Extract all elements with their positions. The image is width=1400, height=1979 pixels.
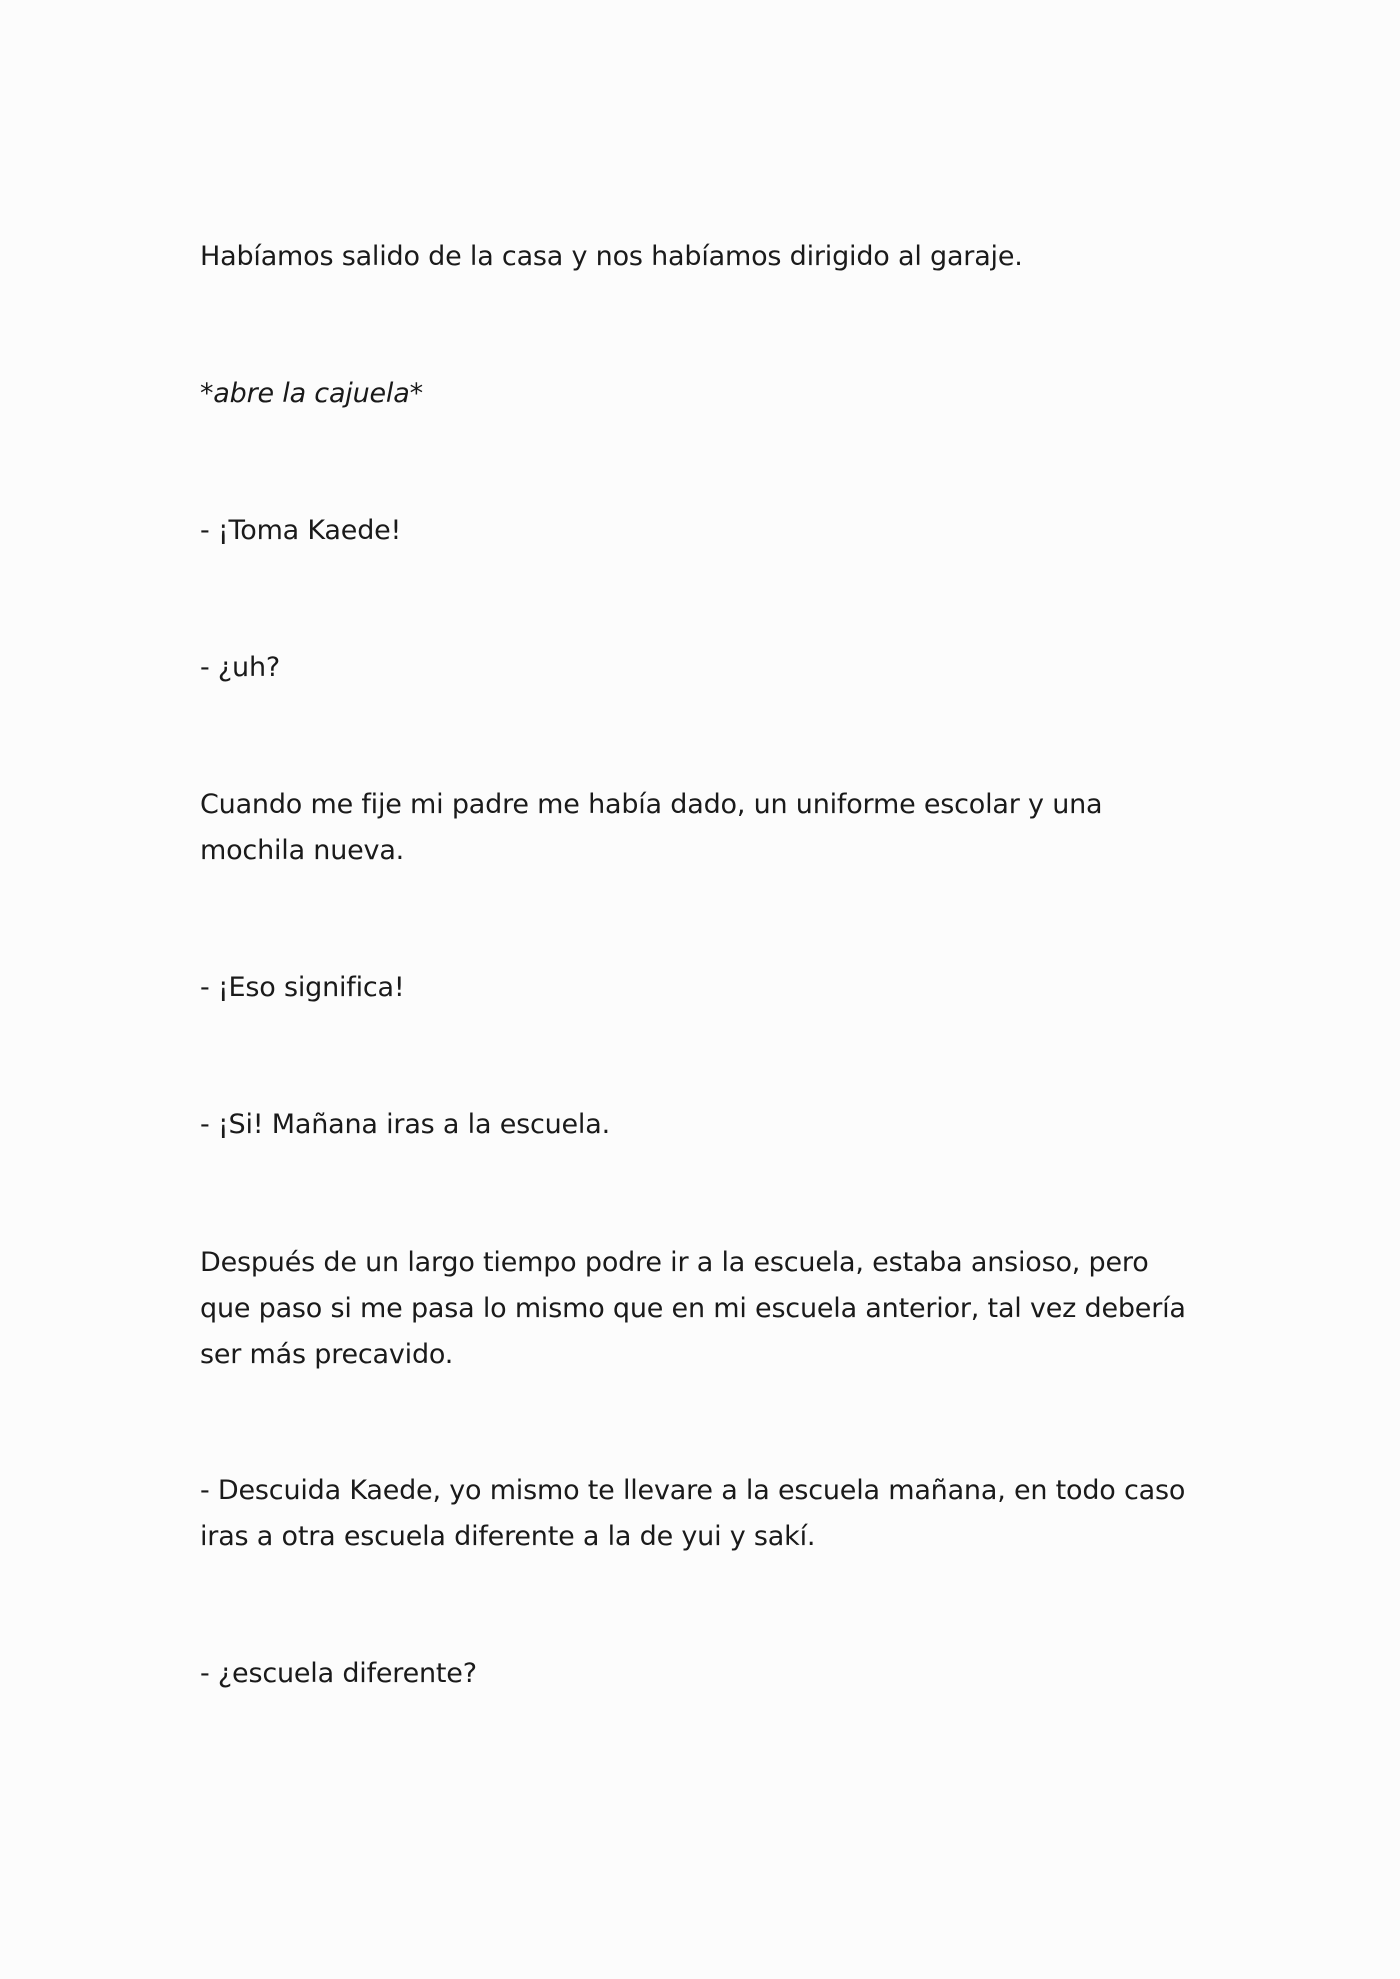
dialogue-line: - ¡Toma Kaede! xyxy=(200,515,402,546)
dialogue-line: - ¡Si! Mañana iras a la escuela. xyxy=(200,1109,610,1140)
dialogue-line: - ¿escuela diferente? xyxy=(200,1658,477,1689)
dialogue-line: - Descuida Kaede, yo mismo te llevare a la escuela mañana, en todo caso iras a otra escuela diferente a la de yui y sakí. xyxy=(200,1475,1186,1552)
dialogue-line: - ¡Eso significa! xyxy=(200,972,405,1003)
narration-paragraph: Cuando me fije mi padre me había dado, un uniforme escolar y una mochila nueva. xyxy=(200,789,1103,866)
narration-paragraph: Después de un largo tiempo podre ir a la escuela, estaba ansioso, pero que paso si me pasa lo mismo que en mi escuela anterior, tal vez debería ser más precavido. xyxy=(200,1247,1186,1370)
dialogue-line: - ¿uh? xyxy=(200,652,281,683)
narration-paragraph: Habíamos salido de la casa y nos habíamos dirigido al garaje. xyxy=(200,241,1023,272)
action-paragraph: *abre la cajuela* xyxy=(200,378,423,409)
